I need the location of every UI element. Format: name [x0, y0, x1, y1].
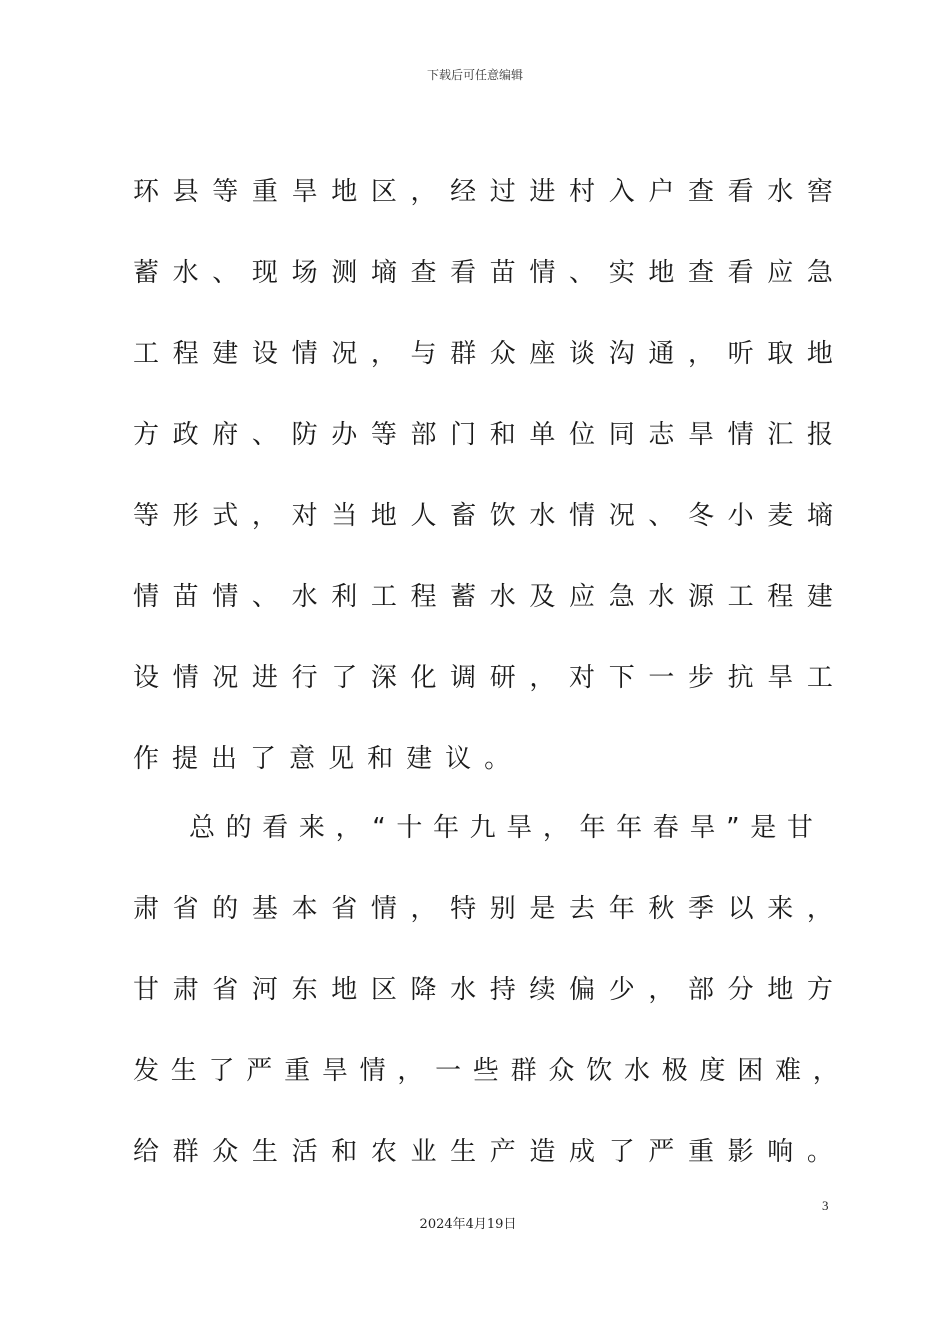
body-char: 秋: [648, 894, 675, 924]
body-char: 重: [251, 177, 278, 207]
body-char: 人: [410, 501, 437, 531]
body-char: 看: [450, 258, 477, 288]
body-char: 水: [489, 582, 516, 612]
body-char: 办: [331, 420, 358, 450]
body-char: 程: [410, 582, 437, 612]
body-char: 设: [133, 663, 160, 693]
body-char: 步: [687, 663, 714, 693]
body-char: 查: [687, 177, 714, 207]
body-char: 旱: [689, 813, 716, 843]
body-char: ”: [726, 813, 740, 843]
body-char: 偏: [569, 975, 596, 1005]
body-char: 建: [212, 339, 239, 369]
body-line: [133, 889, 833, 929]
body-char: 十: [396, 813, 423, 843]
body-char: 肃: [172, 975, 199, 1005]
body-char: 省: [172, 894, 199, 924]
body-char: 季: [687, 894, 714, 924]
body-char: 。: [806, 1137, 833, 1167]
body-char: 水: [450, 975, 477, 1005]
body-char: 县: [172, 177, 199, 207]
body-char: 活: [291, 1137, 318, 1167]
body-char: 式: [212, 501, 239, 531]
body-char: 区: [370, 975, 397, 1005]
body-char: 墒: [806, 501, 833, 531]
body-line: [133, 253, 833, 293]
body-char: 和: [489, 420, 516, 450]
body-char: 村: [569, 177, 596, 207]
body-char: 查: [687, 258, 714, 288]
body-char: 利: [331, 582, 358, 612]
body-char: 提: [172, 744, 199, 774]
body-char: 区: [370, 177, 397, 207]
body-char: 。: [484, 744, 511, 774]
body-char: 程: [172, 339, 199, 369]
body-char: 年: [579, 813, 606, 843]
body-char: ，: [806, 894, 833, 924]
body-char: 持: [489, 975, 516, 1005]
body-char: 政: [172, 420, 199, 450]
body-char: 况: [331, 339, 358, 369]
body-char: 地: [331, 177, 358, 207]
body-char: 生: [450, 1137, 477, 1167]
body-char: 造: [529, 1137, 556, 1167]
body-char: 志: [648, 420, 675, 450]
body-char: 看: [262, 813, 289, 843]
body-line: [133, 970, 833, 1010]
body-char: 极: [661, 1056, 688, 1086]
body-char: 特: [450, 894, 477, 924]
body-char: 河: [251, 975, 278, 1005]
body-char: ，: [370, 339, 397, 369]
body-char: 、: [212, 258, 239, 288]
body-line: [189, 808, 813, 848]
body-char: 环: [133, 177, 160, 207]
body-char: 重: [284, 1056, 311, 1086]
body-char: ，: [397, 1056, 424, 1086]
body-char: 续: [529, 975, 556, 1005]
body-char: 源: [687, 582, 714, 612]
body-char: 畜: [450, 501, 477, 531]
body-char: 和: [367, 744, 394, 774]
body-char: 应: [767, 258, 794, 288]
body-line: [133, 415, 833, 455]
body-char: 旱: [291, 177, 318, 207]
body-char: 分: [727, 975, 754, 1005]
body-char: 况: [212, 663, 239, 693]
body-char: 急: [608, 582, 635, 612]
body-char: 来: [298, 813, 325, 843]
body-char: 出: [211, 744, 238, 774]
body-char: 少: [608, 975, 635, 1005]
body-char: 测: [331, 258, 358, 288]
body-char: 形: [172, 501, 199, 531]
body-char: 过: [489, 177, 516, 207]
body-line: [133, 577, 833, 617]
body-char: ，: [812, 1056, 839, 1086]
body-char: 对: [569, 663, 596, 693]
body-char: 饮: [489, 501, 516, 531]
body-char: 生: [170, 1056, 197, 1086]
body-char: 众: [489, 339, 516, 369]
body-char: ，: [687, 339, 714, 369]
body-char: 蓄: [450, 582, 477, 612]
body-char: 省: [331, 894, 358, 924]
body-char: 通: [648, 339, 675, 369]
body-char: 经: [450, 177, 477, 207]
body-char: 众: [212, 1137, 239, 1167]
body-char: 场: [291, 258, 318, 288]
body-char: 的: [225, 813, 252, 843]
body-char: 旱: [321, 1056, 348, 1086]
body-char: 了: [250, 744, 277, 774]
body-char: 报: [806, 420, 833, 450]
body-char: 沟: [608, 339, 635, 369]
body-char: ，: [648, 975, 675, 1005]
body-char: 、: [251, 582, 278, 612]
body-char: 进: [529, 177, 556, 207]
body-char: 座: [529, 339, 556, 369]
body-char: 情: [727, 420, 754, 450]
body-char: 地: [767, 975, 794, 1005]
body-char: 进: [251, 663, 278, 693]
body-char: 工: [133, 339, 160, 369]
body-char: 况: [608, 501, 635, 531]
body-char: 春: [652, 813, 679, 843]
body-char: 些: [472, 1056, 499, 1086]
body-char: 产: [489, 1137, 516, 1167]
body-char: 水: [767, 177, 794, 207]
body-char: 、: [569, 258, 596, 288]
body-char: 给: [133, 1137, 160, 1167]
body-char: 程: [767, 582, 794, 612]
body-char: ，: [251, 501, 278, 531]
body-char: 议: [445, 744, 472, 774]
body-char: 发: [133, 1056, 160, 1086]
body-char: 意: [289, 744, 316, 774]
body-char: 下: [608, 663, 635, 693]
body-char: 听: [727, 339, 754, 369]
body-char: 甘: [133, 975, 160, 1005]
body-char: 度: [699, 1056, 726, 1086]
body-char: 、: [648, 501, 675, 531]
body-char: 情: [370, 894, 397, 924]
body-char: 肃: [133, 894, 160, 924]
body-char: 蓄: [133, 258, 160, 288]
body-char: 饮: [586, 1056, 613, 1086]
body-char: 成: [569, 1137, 596, 1167]
body-char: 方: [806, 975, 833, 1005]
body-char: 地: [648, 258, 675, 288]
body-char: 同: [608, 420, 635, 450]
body-char: 地: [331, 975, 358, 1005]
body-char: 谈: [569, 339, 596, 369]
body-char: 情: [359, 1056, 386, 1086]
body-char: 众: [548, 1056, 575, 1086]
body-char: 作: [133, 744, 160, 774]
body-char: 是: [750, 813, 777, 843]
body-char: 严: [648, 1137, 675, 1167]
body-char: 当: [331, 501, 358, 531]
body-char: 九: [469, 813, 496, 843]
body-char: 部: [410, 420, 437, 450]
body-char: 来: [767, 894, 794, 924]
body-char: 查: [410, 258, 437, 288]
body-char: 情: [569, 501, 596, 531]
body-char: 了: [208, 1056, 235, 1086]
body-char: 困: [737, 1056, 764, 1086]
body-char: 年: [616, 813, 643, 843]
body-char: 严: [246, 1056, 273, 1086]
body-char: 小: [727, 501, 754, 531]
body-char: 群: [450, 339, 477, 369]
body-char: 省: [212, 975, 239, 1005]
body-char: 水: [623, 1056, 650, 1086]
body-char: 研: [489, 663, 516, 693]
body-char: 窖: [806, 177, 833, 207]
body-char: 位: [569, 420, 596, 450]
body-char: 设: [251, 339, 278, 369]
body-char: 单: [529, 420, 556, 450]
body-char: 行: [291, 663, 318, 693]
body-char: 等: [370, 420, 397, 450]
body-char: 化: [410, 663, 437, 693]
body-char: 群: [510, 1056, 537, 1086]
body-char: 本: [291, 894, 318, 924]
body-char: 年: [608, 894, 635, 924]
body-char: 的: [212, 894, 239, 924]
body-char: 建: [806, 582, 833, 612]
body-char: 群: [172, 1137, 199, 1167]
body-char: 等: [212, 177, 239, 207]
body-char: “: [372, 813, 386, 843]
page-header: 下载后可任意编辑: [426, 68, 523, 82]
body-char: 东: [291, 975, 318, 1005]
body-char: 水: [172, 258, 199, 288]
body-char: 情: [172, 663, 199, 693]
body-char: 方: [133, 420, 160, 450]
body-char: 难: [775, 1056, 802, 1086]
body-char: ，: [410, 177, 437, 207]
body-char: 水: [291, 582, 318, 612]
body-char: 取: [767, 339, 794, 369]
body-char: 部: [687, 975, 714, 1005]
body-char: 一: [435, 1056, 462, 1086]
body-char: 地: [806, 339, 833, 369]
body-char: 年: [432, 813, 459, 843]
body-char: 工: [806, 663, 833, 693]
body-char: 甘: [786, 813, 813, 843]
body-char: 旱: [767, 663, 794, 693]
body-char: 建: [406, 744, 433, 774]
body-char: 总: [189, 813, 216, 843]
body-char: 对: [291, 501, 318, 531]
body-char: ，: [335, 813, 362, 843]
body-char: 与: [410, 339, 437, 369]
body-char: 等: [133, 501, 160, 531]
body-char: 防: [291, 420, 318, 450]
body-char: 农: [370, 1137, 397, 1167]
body-line: [133, 658, 833, 698]
body-char: 降: [410, 975, 437, 1005]
body-line: [133, 739, 833, 779]
body-char: 地: [370, 501, 397, 531]
body-char: 、: [251, 420, 278, 450]
body-char: 麦: [767, 501, 794, 531]
body-char: 门: [450, 420, 477, 450]
body-char: 了: [608, 1137, 635, 1167]
body-char: ，: [410, 894, 437, 924]
body-char: 墒: [370, 258, 397, 288]
body-char: 看: [727, 177, 754, 207]
body-line: [133, 496, 833, 536]
body-char: 生: [251, 1137, 278, 1167]
body-char: 府: [212, 420, 239, 450]
body-char: 工: [727, 582, 754, 612]
body-char: 入: [608, 177, 635, 207]
body-char: 汇: [767, 420, 794, 450]
body-char: 冬: [687, 501, 714, 531]
body-char: 情: [212, 582, 239, 612]
body-char: 旱: [687, 420, 714, 450]
body-char: 应: [569, 582, 596, 612]
body-char: 见: [328, 744, 355, 774]
body-char: 是: [529, 894, 556, 924]
body-line: [133, 1132, 833, 1172]
body-char: 实: [608, 258, 635, 288]
body-char: 水: [529, 501, 556, 531]
body-char: 现: [251, 258, 278, 288]
body-char: 业: [410, 1137, 437, 1167]
body-char: 影: [727, 1137, 754, 1167]
body-char: 情: [529, 258, 556, 288]
body-char: 情: [291, 339, 318, 369]
body-char: 以: [727, 894, 754, 924]
body-char: 苗: [489, 258, 516, 288]
body-char: 基: [251, 894, 278, 924]
body-char: 工: [370, 582, 397, 612]
body-char: ，: [542, 813, 569, 843]
body-char: 了: [331, 663, 358, 693]
body-char: 深: [370, 663, 397, 693]
body-char: 看: [727, 258, 754, 288]
body-char: 抗: [727, 663, 754, 693]
body-char: 一: [648, 663, 675, 693]
body-char: 苗: [172, 582, 199, 612]
body-char: 重: [687, 1137, 714, 1167]
body-char: 调: [450, 663, 477, 693]
body-char: 去: [569, 894, 596, 924]
footer-date: 2024年4月19日: [419, 1217, 517, 1232]
body-char: 情: [133, 582, 160, 612]
body-line: [133, 172, 833, 212]
body-line: [133, 334, 833, 374]
body-char: 及: [529, 582, 556, 612]
body-char: ，: [529, 663, 556, 693]
body-char: 别: [489, 894, 516, 924]
page-number: 3: [822, 1198, 829, 1213]
body-char: 水: [648, 582, 675, 612]
body-char: 户: [648, 177, 675, 207]
body-char: 响: [767, 1137, 794, 1167]
body-char: 急: [806, 258, 833, 288]
body-char: 旱: [506, 813, 533, 843]
body-line: [133, 1051, 839, 1091]
body-char: 和: [331, 1137, 358, 1167]
